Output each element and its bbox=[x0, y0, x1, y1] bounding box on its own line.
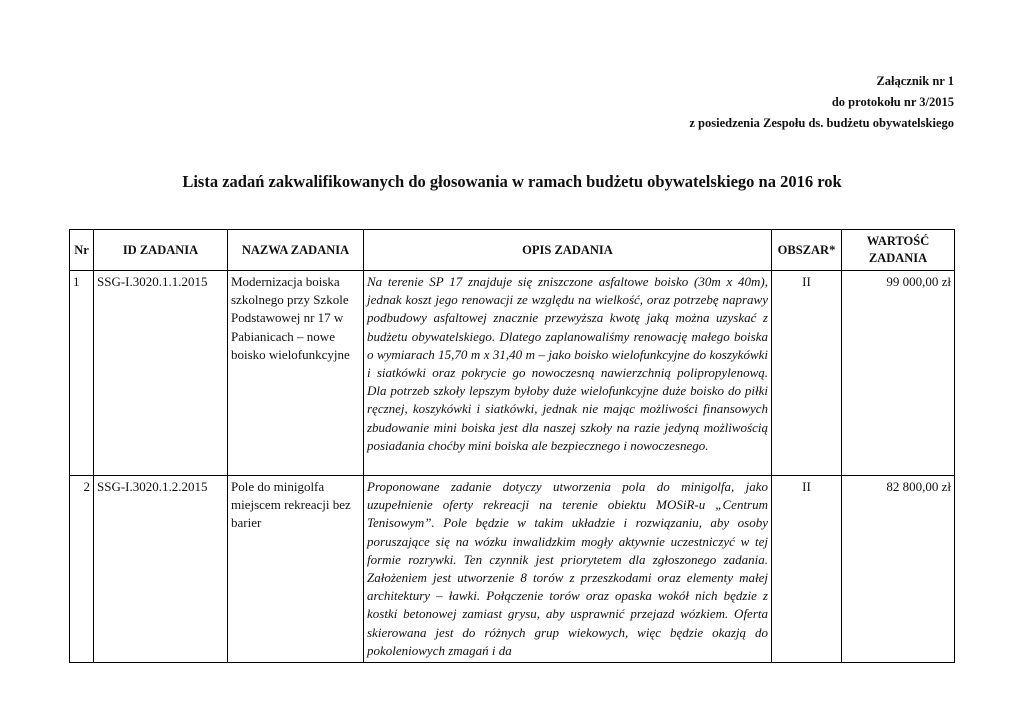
cell-task-description: Proponowane zadanie dotyczy utworzenia pola do minigolfa, jako uzupełnienie oferty rekreacji na terenie obiektu MOSiR-u „Centrum Tenisowym”. Pole będzie w takim układzie i rozwiązaniu, aby osoby poruszające się na wózku inwalidzkim mogły aktywnie uczestniczyć w tej formie rozrywki. Ten czynnik jest priorytetem dla zgłoszonego zadania. Założeniem jest utworzenie 8 torów z przeszkodami oraz elementy małej architektury – ławki. Połączenie torów oraz opaska wokół nich będzie z kostki betonowej zamiast grysu, aby usprawnić przejazd wózkiem. Oferta skierowana jest do różnych grup wiekowych, więc będzie okazją do pokoleniowych zmagań i da bbox=[364, 476, 772, 663]
column-header-description: OPIS ZADANIA bbox=[364, 230, 772, 271]
cell-task-name: Pole do minigolfa miejscem rekreacji bez barier bbox=[228, 476, 364, 663]
column-header-id: ID ZADANIA bbox=[94, 230, 228, 271]
table-row bbox=[70, 271, 955, 476]
column-header-area: OBSZAR* bbox=[772, 230, 842, 271]
column-header-nr: Nr bbox=[70, 230, 94, 271]
protocol-reference: do protokołu nr 3/2015 bbox=[831, 95, 954, 109]
cell-task-id: SSG-I.3020.1.2.2015 bbox=[94, 476, 228, 663]
cell-nr: 2 bbox=[70, 476, 94, 663]
column-header-value: WARTOŚĆ ZADANIA bbox=[842, 230, 955, 271]
cell-task-id: SSG-I.3020.1.1.2015 bbox=[94, 271, 228, 476]
cell-value: 82 800,00 zł bbox=[842, 476, 955, 663]
tasks-table bbox=[69, 229, 955, 663]
table-header-row bbox=[70, 230, 955, 271]
cell-area: II bbox=[772, 271, 842, 476]
meeting-reference: z posiedzenia Zespołu ds. budżetu obywatelskiego bbox=[689, 116, 954, 130]
table-row bbox=[70, 476, 955, 663]
cell-value: 99 000,00 zł bbox=[842, 271, 955, 476]
cell-area: II bbox=[772, 476, 842, 663]
cell-task-description: Na terenie SP 17 znajduje się zniszczone asfaltowe boisko (30m x 40m), jednak koszt jego renowacji ze względu na wielkość, oraz potrzebę naprawy podbudowy asfaltowej znacznie przewyższa kwotę jaką można uzyskać z budżetu obywatelskiego. Dlatego zaplanowaliśmy renowację małego boiska o wymiarach 15,70 m x 31,40 m – jako boisko wielofunkcyjne do koszykówki i siatkówki oraz pokrycie go nowoczesną nawierzchnią polipropylenową. Dla potrzeb szkoły lepszym byłoby duże wielofunkcyjne duże boisko do piłki ręcznej, koszykówki i siatkówki, jednak nie mając możliwości finansowych zbudowanie mini boiska jest dla naszej szkoły na razie jedyną możliwością posiadania choćby mini boiska ale bezpiecznego i nowoczesnego. bbox=[364, 271, 772, 476]
cell-nr: 1 bbox=[70, 271, 94, 476]
annex-header bbox=[689, 71, 954, 134]
cell-task-name: Modernizacja boiska szkolnego przy Szkole Podstawowej nr 17 w Pabianicach – nowe boisko wielofunkcyjne bbox=[228, 271, 364, 476]
column-header-name: NAZWA ZADANIA bbox=[228, 230, 364, 271]
document-title: Lista zadań zakwalifikowanych do głosowania w ramach budżetu obywatelskiego na 2016 rok bbox=[182, 172, 842, 191]
annex-number: Załącznik nr 1 bbox=[876, 74, 954, 88]
